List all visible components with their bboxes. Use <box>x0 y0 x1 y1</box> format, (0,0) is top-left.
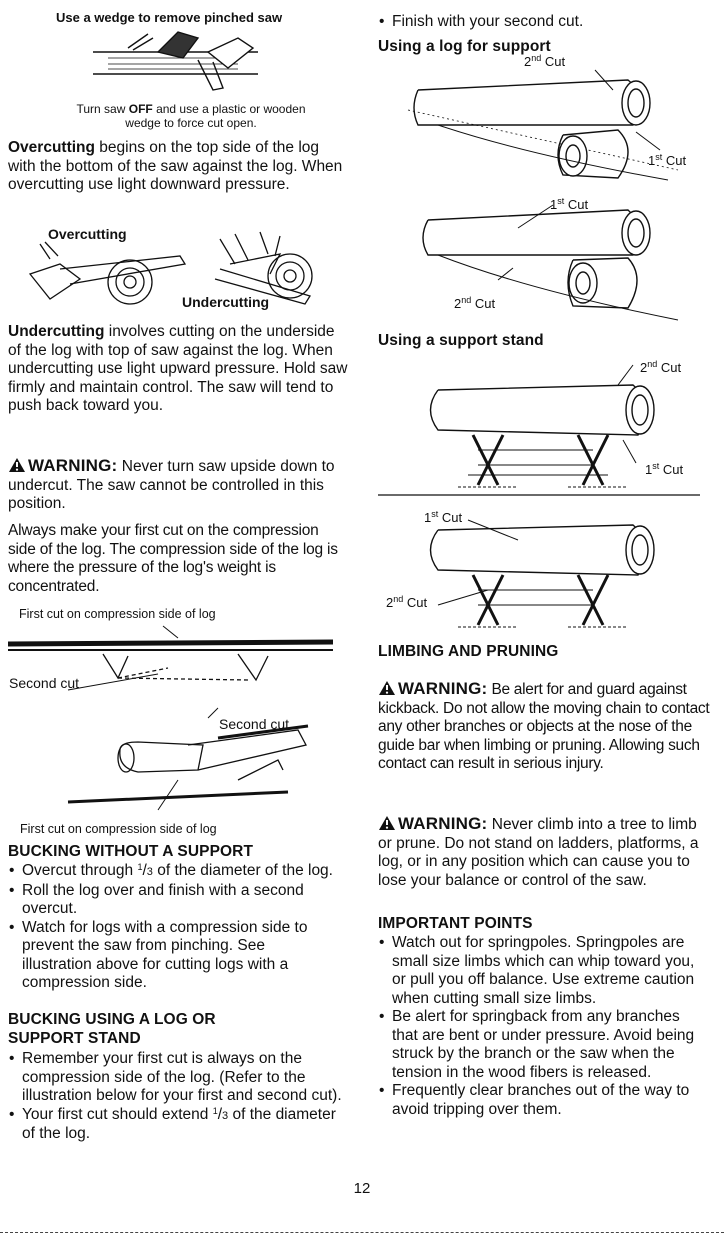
cut-suffix: nd <box>461 295 472 305</box>
cut-number: 2 <box>640 360 648 375</box>
important-points-heading: IMPORTANT POINTS <box>378 915 533 932</box>
wedge-caption-pre: Turn saw <box>76 102 129 116</box>
bucking2-heading-line1: BUCKING USING A LOG OR <box>8 1011 216 1028</box>
cut-word: Cut <box>474 296 496 311</box>
undercutting-text: involves cutting on the underside of the log with top of saw against the log. When undercutting use light upward pressure. Hold saw firmly and maintain control. The saw will tend to push back toward you. <box>8 323 348 414</box>
one-third-fraction: $^1$/3 <box>137 862 153 879</box>
overcutting-label: Overcutting <box>48 226 127 242</box>
cut-number: 2 <box>454 296 462 311</box>
overcutting-text: begins on the top side of the log with the bottom of the saw against the log. When overcutting use light downward pressure. <box>8 139 343 193</box>
wedge-caption <box>66 102 316 130</box>
compression-cut-illustration <box>8 620 348 820</box>
warning1-label: WARNING: <box>28 456 118 475</box>
warning-triangle-icon <box>378 815 396 831</box>
warning2-label: WARNING: <box>398 679 488 698</box>
warning-climb <box>378 815 714 890</box>
cut-suffix: st <box>557 196 565 206</box>
wedge-illustration <box>88 30 268 92</box>
bucking-list <box>8 862 338 993</box>
page-bottom-rule <box>0 1232 724 1233</box>
warning-triangle-icon <box>8 457 26 473</box>
warning-upside-down <box>8 457 344 514</box>
warning3-text: Never climb into a tree to limb or prune. Do not stand on ladders, platforms, a log, or in any position which can cause you to lose your balance or control of the saw. <box>378 816 699 889</box>
wedge-caption-off: OFF <box>128 102 153 116</box>
cut-number: 1 <box>645 462 653 477</box>
warning2-text: Be alert for and guard against kickback. Do not allow the moving chain to contact any other branches or objects at the nose of the guide bar when limbing or pruning. Allowing such contact can result in serious injury. <box>378 681 710 772</box>
second-cut-label-b: Second cut <box>219 716 290 732</box>
wedge-caption-post: and use a plastic or wooden wedge to force cut open. <box>125 102 306 130</box>
cut-word: Cut <box>662 462 684 477</box>
bucking-item-text: Overcut through <box>22 862 138 879</box>
page-number: 12 <box>353 1180 371 1197</box>
warning1-text: Never turn saw upside down to undercut. The saw cannot be controlled in this position. <box>8 458 335 512</box>
cut-word: Cut <box>660 360 682 375</box>
finish-list <box>378 13 708 32</box>
figure-bottom-caption: First cut on compression side of log <box>20 822 217 836</box>
cut-number: 2 <box>524 54 532 69</box>
important-point: • Be alert for springback from any branches that are bent or under pressure. Avoid being struck by the branch or the saw when the tension in the wood fibers is released. <box>378 1008 698 1082</box>
undercutting-paragraph <box>8 323 348 416</box>
bucking2-heading-line2: SUPPORT STAND <box>8 1030 141 1047</box>
one-third-fraction: $^1$/3 <box>212 1105 229 1123</box>
fraction-den: 3 <box>222 1109 229 1122</box>
cut-suffix: st <box>431 509 439 519</box>
fraction-den: 3 <box>146 866 153 878</box>
overcut-undercut-illustration <box>20 224 330 314</box>
wedge-figure-title: Use a wedge to remove pinched saw <box>56 10 283 25</box>
fraction-num: 1 <box>137 862 143 872</box>
overcutting-term: Overcutting <box>8 139 95 156</box>
finish-item: • Finish with your second cut. <box>378 13 708 32</box>
warning-kickback <box>378 680 714 774</box>
support-stand-heading: Using a support stand <box>378 332 544 349</box>
cut-suffix: nd <box>647 359 658 369</box>
log-fig1-2nd-cut <box>524 54 565 69</box>
compression-paragraph: Always make your first cut on the compression side of the log. The compression side of the log is where the pressure of the log's weight is concentrated. <box>8 522 338 595</box>
log-support-heading: Using a log for support <box>378 38 551 55</box>
bucking-item-text: of the diameter of the log. <box>152 862 333 879</box>
second-cut-text-a: Second cut <box>9 675 80 691</box>
bucking2-item-text: of the diameter of the log. <box>22 1105 336 1142</box>
figure-top-caption: First cut on compression side of log <box>19 607 216 621</box>
cut-suffix: nd <box>393 594 404 604</box>
bucking-item: • Watch for logs with a compression side to prevent the saw from pinching. See illustration above for cutting logs with a compression side. <box>8 919 338 993</box>
cut-word: Cut <box>544 54 566 69</box>
warning-triangle-icon <box>378 680 396 696</box>
support-stand-illustration <box>378 365 718 640</box>
bucking2-item: • Remember your first cut is always on the compression side of the log. (Refer to the illustration below for your first and second cut). <box>8 1050 348 1106</box>
second-cut-label-a <box>9 676 79 691</box>
log-support-illustration <box>378 70 718 320</box>
bucking2-item-text: Your first cut should extend <box>22 1105 213 1123</box>
cut-number: 2 <box>386 595 394 610</box>
bucking-item: • Roll the log over and finish with a second overcut. <box>8 882 338 919</box>
overcutting-paragraph <box>8 139 348 195</box>
important-point: • Watch out for springpoles. Springpoles are small size limbs which can whip toward you, or pull you off balance. Use extreme caution when cutting small size limbs. <box>378 934 698 1008</box>
cut-number: 1 <box>648 153 656 168</box>
cut-word: Cut <box>665 153 687 168</box>
bucking2-list <box>8 1050 348 1144</box>
cut-number: 1 <box>550 197 558 212</box>
cut-suffix: nd <box>531 53 542 63</box>
cut-word: Cut <box>441 510 463 525</box>
cut-number: 1 <box>424 510 432 525</box>
bucking2-item <box>8 1106 348 1144</box>
cut-suffix: st <box>655 152 663 162</box>
important-point: • Frequently clear branches out of the way to avoid tripping over them. <box>378 1082 698 1119</box>
cut-suffix: st <box>652 461 660 471</box>
cut-word: Cut <box>406 595 428 610</box>
fraction-num: 1 <box>212 1105 218 1116</box>
undercutting-label: Undercutting <box>182 294 270 310</box>
cut-word: Cut <box>567 197 589 212</box>
limbing-heading: LIMBING AND PRUNING <box>378 643 559 660</box>
important-points-list <box>378 934 698 1119</box>
bucking-item <box>8 862 338 882</box>
undercutting-term: Undercutting <box>8 323 105 340</box>
warning3-label: WARNING: <box>398 814 488 833</box>
bucking-heading: BUCKING WITHOUT A SUPPORT <box>8 843 254 860</box>
